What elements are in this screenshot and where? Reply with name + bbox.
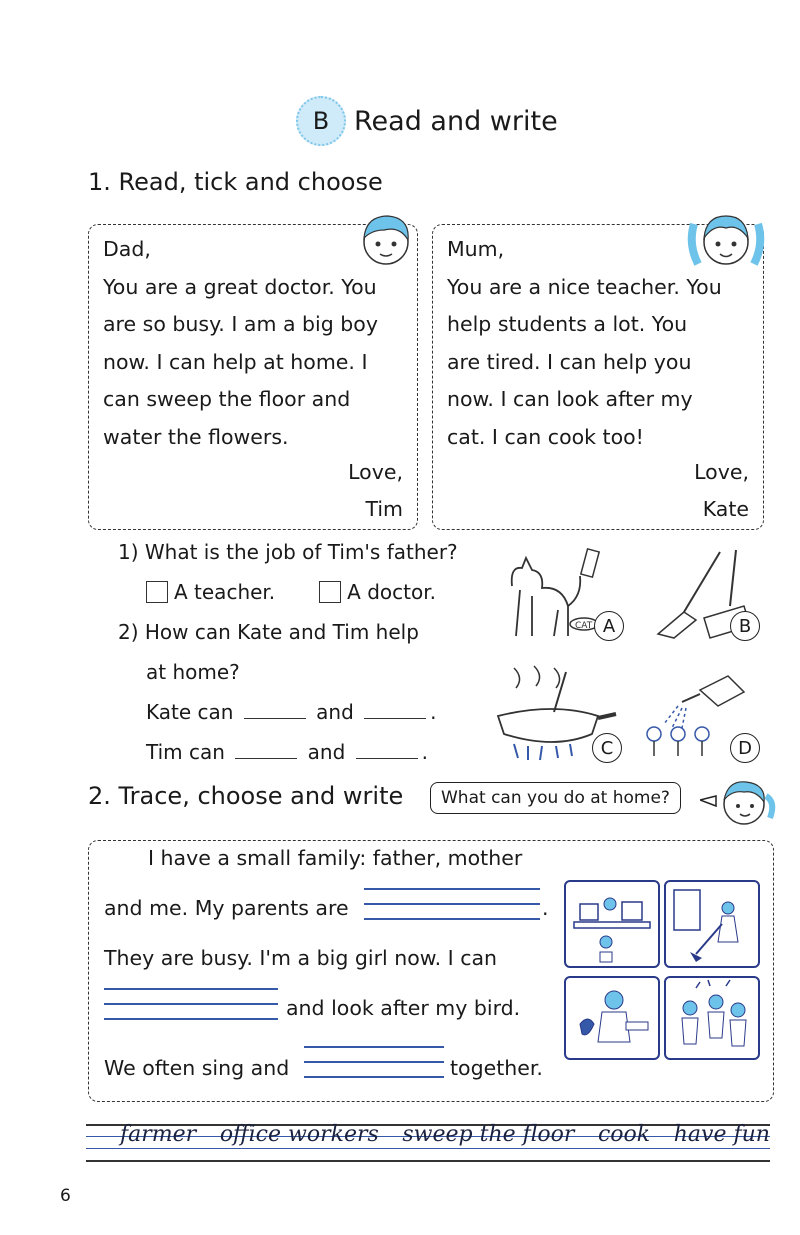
option-teacher: A teacher.: [174, 580, 276, 604]
passage-line-3: They are busy. I'm a big girl now. I can: [104, 946, 498, 970]
letter-closing: Love,: [348, 460, 403, 484]
word-bank-item: have fun: [673, 1122, 770, 1147]
letter-line: are so busy. I am a big boy: [103, 312, 378, 336]
letter-signature: Kate: [702, 497, 749, 521]
kate-can-label: Kate can: [146, 700, 234, 724]
exercise-1-title: 1. Read, tick and choose: [88, 168, 383, 196]
word-bank-item: sweep the floor: [402, 1122, 575, 1147]
question-2-tim: [146, 740, 428, 764]
word-bank-words: [120, 1122, 770, 1147]
svg-text:CAT: CAT: [575, 621, 593, 631]
letter-line: cat. I can cook too!: [447, 424, 644, 449]
tim-can-label: Tim can: [146, 740, 225, 764]
section-badge: B: [296, 96, 346, 146]
passage-period: .: [542, 896, 549, 920]
answer-blank[interactable]: [235, 758, 297, 759]
letter-line: now. I can look after my: [447, 387, 693, 411]
letter-signature: Tim: [365, 497, 403, 521]
question-1-options: [146, 580, 436, 604]
answer-blank[interactable]: [356, 758, 418, 759]
letter-line: now. I can help at home. I: [103, 349, 368, 374]
exercise-2-title: 2. Trace, choose and write: [88, 782, 404, 810]
question-2-line-2: at home?: [146, 660, 240, 684]
period: .: [421, 740, 429, 764]
letter-line: water the flowers.: [103, 424, 289, 449]
answer-blank[interactable]: [364, 718, 426, 719]
letter-line: can sweep the floor and: [103, 387, 351, 411]
picture-label-c: C: [592, 733, 622, 763]
section-title: Read and write: [354, 105, 558, 137]
letter-closing: Love,: [694, 460, 749, 484]
page-number: 6: [60, 1186, 71, 1206]
picture-label-d: D: [730, 733, 760, 763]
cook-picture: [564, 976, 660, 1060]
tick-box-teacher[interactable]: [146, 581, 168, 603]
word-bank-item: cook: [597, 1122, 651, 1147]
answer-blank[interactable]: [244, 718, 306, 719]
question-2-line-1: 2) How can Kate and Tim help: [118, 620, 419, 644]
office-workers-picture: [564, 880, 660, 968]
and-label: and: [307, 740, 346, 764]
word-bank-item: office workers: [219, 1122, 379, 1147]
writing-lines[interactable]: [304, 1046, 444, 1080]
question-1: 1) What is the job of Tim's father?: [118, 540, 458, 564]
girl-face-icon: [684, 204, 768, 274]
letter-line: are tired. I can help you: [447, 349, 692, 374]
letter-line: You are a nice teacher. You: [447, 274, 722, 299]
section-header: [296, 96, 558, 146]
passage-line-1: I have a small family: father, mother: [148, 846, 523, 870]
question-2-kate: [146, 700, 437, 724]
tick-box-doctor[interactable]: [319, 581, 341, 603]
have-fun-picture: [664, 976, 760, 1060]
passage-line-2: and me. My parents are: [104, 896, 349, 920]
passage-line-5: We often sing and: [104, 1056, 290, 1080]
writing-lines[interactable]: [364, 888, 540, 922]
sweep-floor-picture: [664, 880, 760, 968]
letter-greeting: Dad,: [103, 237, 151, 261]
passage-line-4: and look after my bird.: [286, 996, 521, 1020]
option-doctor: A doctor.: [347, 580, 436, 604]
passage-line-5-end: together.: [450, 1056, 543, 1080]
picture-label-b: B: [730, 611, 760, 641]
word-bank-item: farmer: [120, 1122, 197, 1147]
girl-face-icon: [700, 772, 780, 830]
speech-bubble: What can you do at home?: [430, 782, 681, 814]
letter-greeting: Mum,: [447, 237, 505, 261]
boy-face-icon: [356, 208, 416, 270]
and-label: and: [316, 700, 354, 724]
writing-lines[interactable]: [104, 988, 278, 1022]
word-bank: [86, 1118, 770, 1166]
letter-line: You are a great doctor. You: [103, 274, 377, 299]
picture-label-a: A: [594, 611, 624, 641]
letter-line: help students a lot. You: [447, 312, 688, 336]
period: .: [430, 700, 437, 724]
